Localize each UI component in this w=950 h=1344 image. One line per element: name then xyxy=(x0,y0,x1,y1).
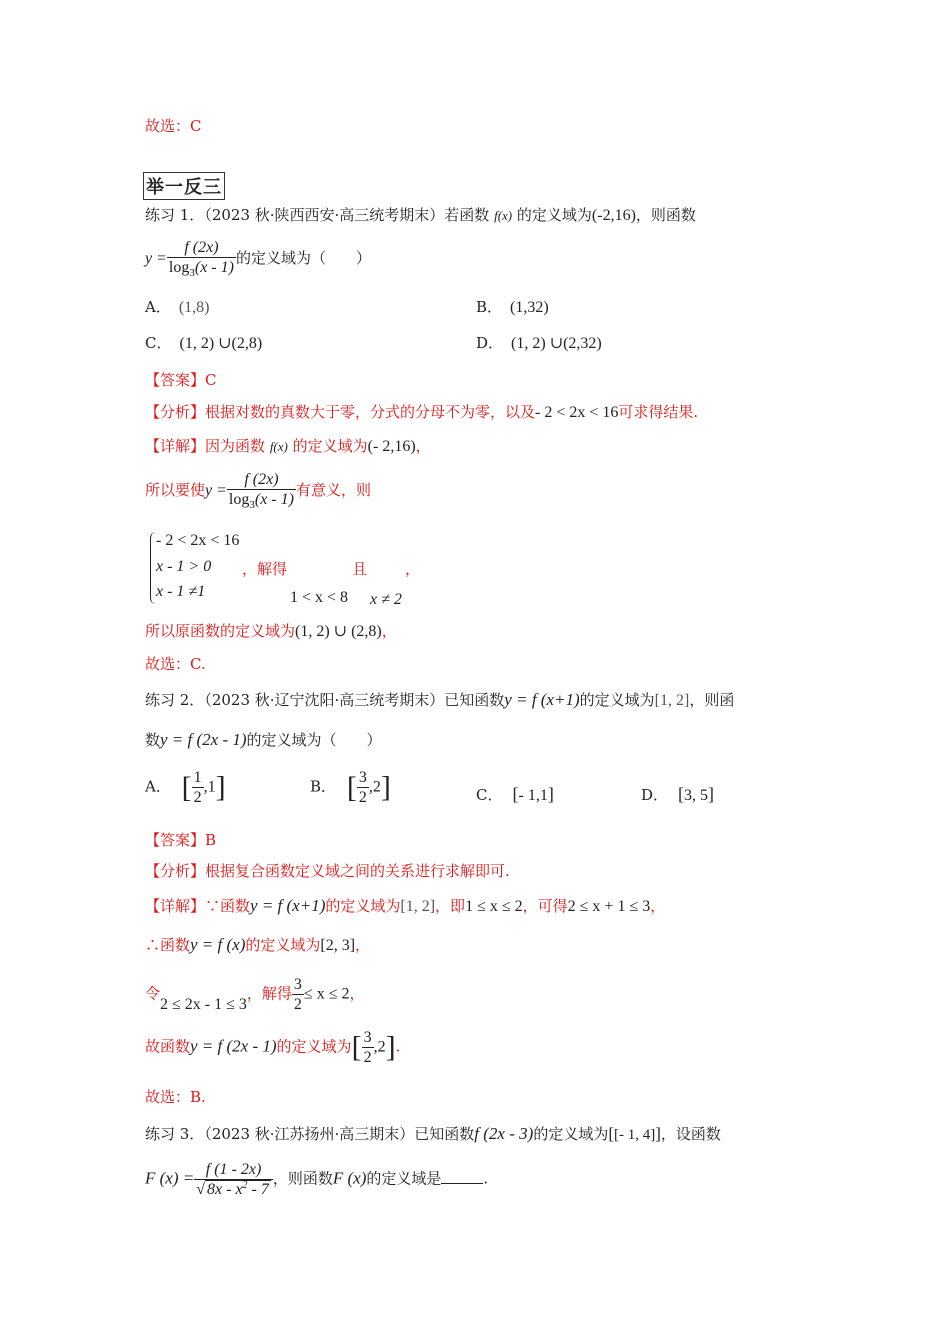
ex1-label: 练习 1． xyxy=(145,206,205,224)
ex1-domain-val: (-2,16) xyxy=(591,207,636,224)
section-title: 举一反三 xyxy=(143,172,225,200)
ex1-solve-text: ，解得 xyxy=(242,560,288,578)
ex1-domain-text: 的定义域为 xyxy=(516,206,592,224)
ex1-frac-den: $\log_3(x - 1)$ xyxy=(168,259,234,280)
ex1-solve-math1: 1 < x < 8 xyxy=(290,589,349,606)
ex2-answer: 【答案】B xyxy=(145,831,217,849)
ex1-so-fraction: $\frac{f (2x)}{\log_3(x - 1)}$ xyxy=(228,471,294,512)
ex2-option-c[interactable]: C． [- 1,1] xyxy=(476,784,554,804)
ex3-fx: f (2x - 3) xyxy=(474,1124,534,1143)
ex1-frac-num: f (2x) xyxy=(184,239,219,256)
ex2-option-b[interactable]: B． [ $\frac{3}{2}$ ,2] xyxy=(310,769,391,807)
ex1-fraction xyxy=(167,238,236,280)
ex1-option-a[interactable]: A． (1,8) xyxy=(145,298,210,316)
ex1-sys-2: x - 1 > 0 xyxy=(156,558,212,575)
ex1-question-tail: 的定义域为（ ） xyxy=(235,249,371,268)
ex1-then: ，则函数 xyxy=(635,206,696,224)
ex2-analysis: 【分析】根据复合函数定义域之间的关系进行求解即可. xyxy=(145,862,510,880)
ex2-hence: 故函数y = f (2x - 1)的定义域为[ $\frac{3}{2}$ ,2]. xyxy=(145,1029,401,1067)
ex3-answer-blank[interactable] xyxy=(441,1169,483,1184)
ex1-option-d[interactable]: D． (1, 2) ∪(2,32) xyxy=(476,334,602,352)
ex2-question-line2: 数y = f (2x - 1)的定义域为（ ） xyxy=(145,730,382,749)
ex1-orig-domain: 所以原函数的定义域为(1, 2) ∪ (2,8)， xyxy=(145,622,397,640)
ex1-so-line: 所以要使y = $\frac{f (2x)}{\log_3(x - 1)}$ 有意义，则 xyxy=(145,471,371,512)
ex1-sys-1: - 2 < 2x < 16 xyxy=(156,532,240,549)
ex1-solve-math2: x ≠ 2 xyxy=(370,591,402,608)
previous-choice: 故选：C xyxy=(145,117,202,135)
ex1-option-b[interactable]: B． (1,32) xyxy=(476,298,549,316)
ex1-question-line1 xyxy=(145,206,696,225)
ex2-fx1: y = f (x+1) xyxy=(504,690,580,709)
ex2-question-line1: 练习 2．（2023 秋·辽宁沈阳·高三统考期末）已知函数y = f (x+1)的定义域为[1, 2]，则函 xyxy=(145,690,735,709)
ex1-option-c[interactable]: C． (1, 2) ∪(2,8) xyxy=(145,334,263,352)
ex2-choice: 故选：B. xyxy=(145,1088,206,1106)
ex3-question-line2: F (x) = $\frac{f (1 - 2x)}{√ 8x - x^2 - 7}$ ，则函数F (x)的定义域是 . xyxy=(145,1161,489,1199)
ex2-therefore: ∴函数y = f (x)的定义域为[2, 3]， xyxy=(145,935,371,954)
ex2-let: 令2 ≤ 2x - 1 ≤ 3，解得 $\frac{3}{2}$ ≤ x ≤ 2， xyxy=(145,976,365,1014)
ex1-solve-comma: ， xyxy=(405,560,421,578)
ex2-detail: 【详解】∵函数y = f (x+1)的定义域为[1, 2]，即1 ≤ x ≤ 2，可得2 ≤ x + 1 ≤ 3， xyxy=(145,896,666,915)
ex1-and-text: 且 xyxy=(352,560,368,578)
ex3-fraction: $\frac{f (1 - 2x)}{√ 8x - x^2 - 7}$ xyxy=(194,1160,273,1199)
ex1-sys-3: x - 1 ≠1 xyxy=(156,583,206,600)
ex1-analysis: 【分析】根据对数的真数大于零，分式的分母不为零，以及- 2 < 2x < 16可求得结果. xyxy=(145,403,699,421)
ex1-choice: 故选：C. xyxy=(145,655,206,673)
ex1-detail: 【详解】因为函数 f(x) 的定义域为(- 2,16)， xyxy=(145,437,431,455)
ex2-option-d[interactable]: D． [3, 5] xyxy=(641,784,715,804)
ex1-fx: f(x) xyxy=(494,208,513,223)
ex1-question-line2 xyxy=(145,238,371,280)
ex1-answer: 【答案】C xyxy=(145,371,217,389)
ex1-analysis-math: - 2 < 2x < 16 xyxy=(535,404,619,421)
ex2-fx2: y = f (2x - 1) xyxy=(160,730,247,749)
ex1-source: （2023 秋·陕西西安·高三统考期末）若函数 xyxy=(204,206,490,224)
ex1-y-eq: y = xyxy=(145,250,167,268)
ex2-option-a[interactable]: A． [ $\frac{1}{2}$ ,1] xyxy=(145,769,226,807)
ex3-question-line1: 练习 3．（2023 秋·江苏扬州·高三期末）已知函数f (2x - 3)的定义域为[[- 1, 4]]，设函数 xyxy=(145,1124,721,1143)
